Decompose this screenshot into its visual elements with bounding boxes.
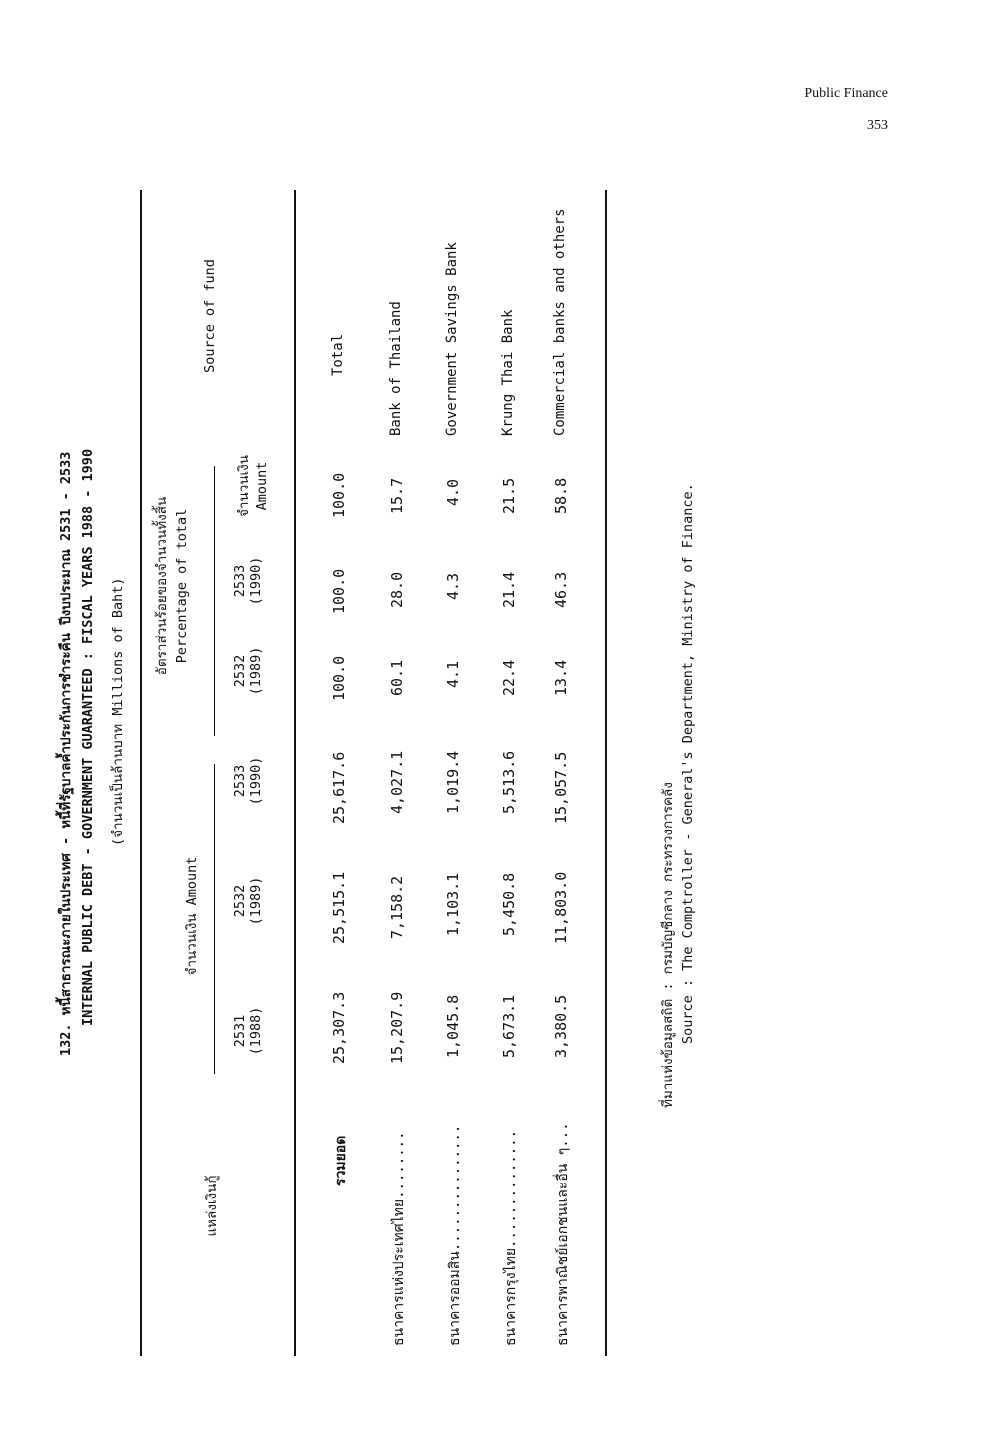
- cell-value: 100.0: [330, 568, 348, 614]
- row-label-thai: ธนาคารออมสิน...............: [447, 1124, 463, 1346]
- cell-value: 3,380.5: [552, 994, 570, 1058]
- cell-value: 21.5: [500, 477, 518, 514]
- table-top-rule: [140, 190, 142, 1356]
- running-head-section: Public Finance: [804, 86, 888, 101]
- percent-group-underline: [214, 466, 215, 736]
- row-label-thai: ธนาคารพาณิชย์เอกชนและอื่น ๆ...: [555, 1122, 571, 1346]
- cell-value: 22.4: [500, 659, 518, 696]
- cell-value: 5,450.8: [500, 872, 518, 936]
- cell-value: 100.0: [330, 472, 348, 518]
- cell-value: 4.0: [444, 478, 462, 506]
- cell-value: 15,057.5: [552, 751, 570, 824]
- col-header-amount-percent: จำนวนเงิน Amount: [236, 455, 270, 517]
- col-header-2531: 2531 (1988): [232, 1006, 264, 1056]
- source-note-thai: ที่มาแห่งข้อมูลสถิติ : กรมบัญชีกลาง กระทรวงการคลัง: [660, 782, 676, 1108]
- cell-value: 11,803.0: [552, 871, 570, 944]
- header-source-english: Source of fund: [202, 259, 218, 373]
- cell-value: 13.4: [552, 659, 570, 696]
- source-note-english: Source : The Comptroller - General's Department, Ministry of Finance.: [680, 483, 696, 1044]
- row-label-thai: ธนาคารแห่งประเทศไทย........: [391, 1131, 407, 1346]
- header-percent-group-thai: อัตราส่วนร้อยของจำนวนทั้งสิ้น: [154, 496, 170, 676]
- cell-value: 25,307.3: [330, 991, 348, 1064]
- col-header-2533-percent: 2533 (1990): [232, 556, 264, 606]
- cell-value: 4.1: [444, 660, 462, 688]
- cell-value: 7,158.2: [388, 875, 406, 939]
- header-amount-group: จำนวนเงิน Amount: [184, 856, 200, 976]
- cell-value: 1,045.8: [444, 994, 462, 1058]
- row-label-english: Krung Thai Bank: [500, 309, 516, 436]
- cell-value: 5,673.1: [500, 994, 518, 1058]
- row-label-thai: รวมยอด: [333, 1135, 349, 1186]
- cell-value: 60.1: [388, 659, 406, 696]
- cell-value: 15,207.9: [388, 991, 406, 1064]
- cell-value: 21.4: [500, 571, 518, 608]
- page-number: 353: [867, 118, 888, 133]
- col-header-2532-amount: 2532 (1989): [232, 876, 264, 926]
- row-label-english: Commercial banks and others: [552, 208, 568, 436]
- amount-group-underline: [214, 764, 215, 1074]
- cell-value: 58.8: [552, 477, 570, 514]
- cell-value: 4.3: [444, 572, 462, 600]
- header-percent-group-english: Percentage of total: [174, 508, 190, 664]
- row-label-english: Government Savings Bank: [444, 242, 460, 436]
- cell-value: 100.0: [330, 655, 348, 701]
- table-title-english: INTERNAL PUBLIC DEBT - GOVERNMENT GUARANTEED : FISCAL YEARS 1988 - 1990: [80, 448, 96, 1026]
- cell-value: 1,103.1: [444, 872, 462, 936]
- row-label-english: Bank of Thailand: [388, 301, 404, 436]
- cell-value: 15.7: [388, 477, 406, 514]
- cell-value: 25,617.6: [330, 751, 348, 824]
- header-source-thai: แหล่งเงินกู้: [204, 1175, 220, 1237]
- row-label-english: Total: [330, 333, 346, 376]
- cell-value: 25,515.1: [330, 871, 348, 944]
- cell-value: 4,027.1: [388, 750, 406, 814]
- table-bottom-rule: [605, 190, 607, 1356]
- table-title-thai: หนี้สาธารณะภายในประเทศ - หนี้ที่รัฐบาลค้ำประกันการชำระคืน ปีงบประมาณ 2531 - 2533: [58, 451, 74, 1016]
- col-header-2533-amount: 2533 (1990): [232, 756, 264, 806]
- cell-value: 28.0: [388, 571, 406, 608]
- cell-value: 1,019.4: [444, 750, 462, 814]
- cell-value: 5,513.6: [500, 750, 518, 814]
- col-header-2532-percent: 2532 (1989): [232, 646, 264, 696]
- header-bottom-rule: [294, 190, 296, 1356]
- cell-value: 46.3: [552, 571, 570, 608]
- table-unit: (จำนวนเป็นล้านบาท Millions of Baht): [110, 577, 126, 846]
- row-label-thai: ธนาคารกรุงไทย..............: [503, 1129, 519, 1346]
- table-number: 132.: [58, 1023, 74, 1056]
